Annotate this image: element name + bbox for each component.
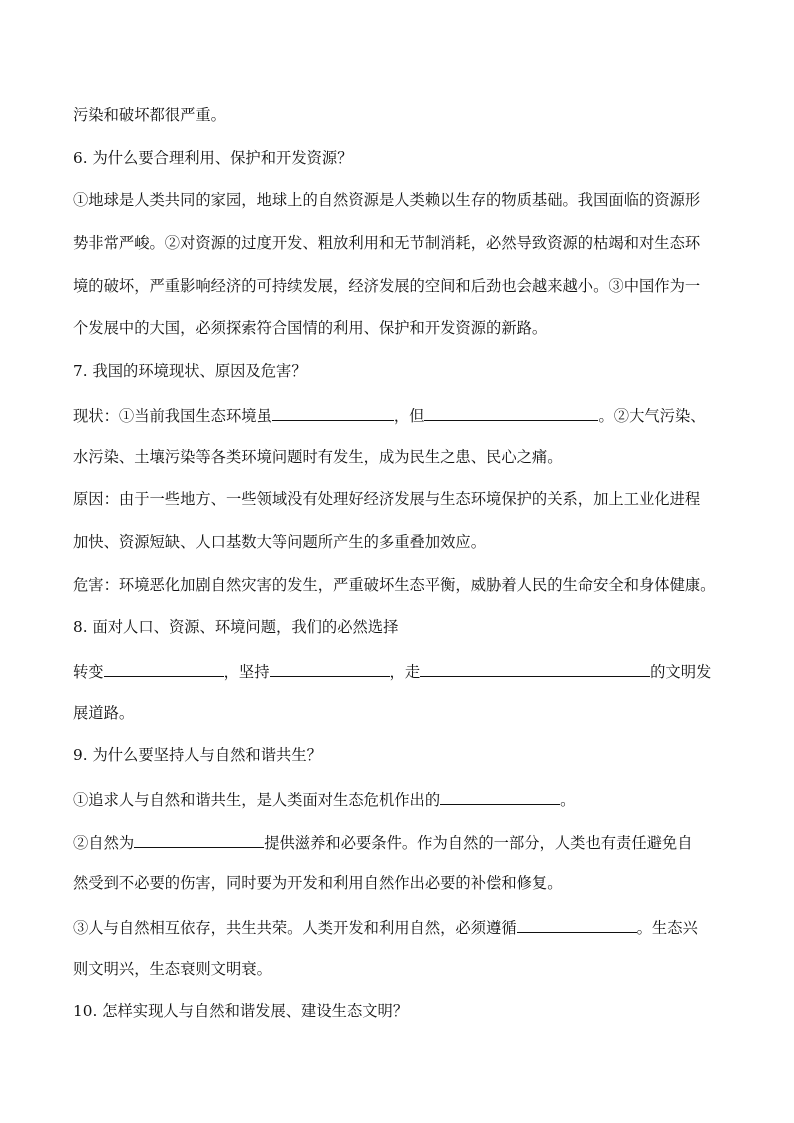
fill-blank-2[interactable] <box>424 404 598 421</box>
answer-7-text-c: 。②大气污染、 <box>598 407 706 425</box>
fill-blank-7[interactable] <box>134 831 264 848</box>
answer-6-line-2: 势非常严峻。②对资源的过度开发、粗放利用和无节制消耗，必然导致资源的枯竭和对生态环 <box>73 234 701 252</box>
answer-9-text-b: 。 <box>560 791 576 809</box>
question-7: 7. 我国的环境现状、原因及危害？ <box>73 362 307 380</box>
answer-8-text-d: 的文明发 <box>650 663 712 681</box>
answer-9-text-d: 提供滋养和必要条件。作为自然的一部分，人类也有责任避免自 <box>264 834 693 852</box>
answer-7-line-3: 原因：由于一些地方、一些领域没有处理好经济发展与生态环境保护的关系，加上工业化进程 <box>73 490 701 508</box>
fill-blank-8[interactable] <box>517 916 637 933</box>
fill-blank-5[interactable] <box>420 660 650 677</box>
answer-9-line-4 <box>73 916 698 938</box>
answer-9-line-3: 然受到不必要的伤害，同时要为开发和利用自然作出必要的补偿和修复。 <box>73 874 563 892</box>
text-line: 污染和破坏都很严重。 <box>73 106 226 124</box>
answer-9-text-c: ②自然为 <box>73 834 135 852</box>
answer-9-text-e: ③人与自然相互依存，共生共荣。人类开发和利用自然，必须遵循 <box>73 919 517 937</box>
answer-9-text-f: 。生态兴 <box>636 919 698 937</box>
answer-7-line-1 <box>73 404 706 426</box>
question-9: 9. 为什么要坚持人与自然和谐共生？ <box>73 746 322 764</box>
answer-9-line-2 <box>73 831 693 853</box>
fill-blank-1[interactable] <box>272 404 394 421</box>
answer-9-line-5: 则文明兴，生态衰则文明衰。 <box>73 960 272 978</box>
answer-8-text-c: ，走 <box>389 663 421 681</box>
answer-6-line-4: 个发展中的大国，必须探索符合国情的利用、保护和开发资源的新路。 <box>73 319 548 337</box>
answer-7-line-4: 加快、资源短缺、人口基数大等问题所产生的多重叠加效应。 <box>73 533 487 551</box>
answer-9-text-a: ①追求人与自然和谐共生，是人类面对生态危机作出的 <box>73 791 441 809</box>
answer-8-line-1 <box>73 660 711 682</box>
fill-blank-4[interactable] <box>270 660 390 677</box>
answer-7-text-a: 现状：①当前我国生态环境虽 <box>73 407 272 425</box>
answer-8-text-a: 转变 <box>73 663 104 681</box>
fill-blank-6[interactable] <box>440 788 560 805</box>
fill-blank-3[interactable] <box>104 660 224 677</box>
question-10: 10. 怎样实现人与自然和谐发展、建设生态文明？ <box>73 1002 409 1020</box>
question-6: 6. 为什么要合理利用、保护和开发资源？ <box>73 149 353 167</box>
question-8: 8. 面对人口、资源、环境问题，我们的必然选择 <box>73 618 399 636</box>
answer-8-line-2: 展道路。 <box>73 704 135 722</box>
answer-7-line-2: 水污染、土壤污染等各类环境问题时有发生，成为民生之患、民心之痛。 <box>73 448 563 466</box>
answer-6-line-1: ①地球是人类共同的家园，地球上的自然资源是人类赖以生存的物质基础。我国面临的资源形 <box>73 191 701 209</box>
answer-8-text-b: ，坚持 <box>223 663 270 681</box>
answer-7-line-5: 危害：环境恶化加剧自然灾害的发生，严重破坏生态平衡，威胁着人民的生命安全和身体健康。 <box>73 576 716 594</box>
answer-7-text-b: ，但 <box>393 407 425 425</box>
answer-9-line-1 <box>73 788 575 810</box>
answer-6-line-3: 境的破坏，严重影响经济的可持续发展，经济发展的空间和后劲也会越来越小。③中国作为一 <box>73 277 701 295</box>
